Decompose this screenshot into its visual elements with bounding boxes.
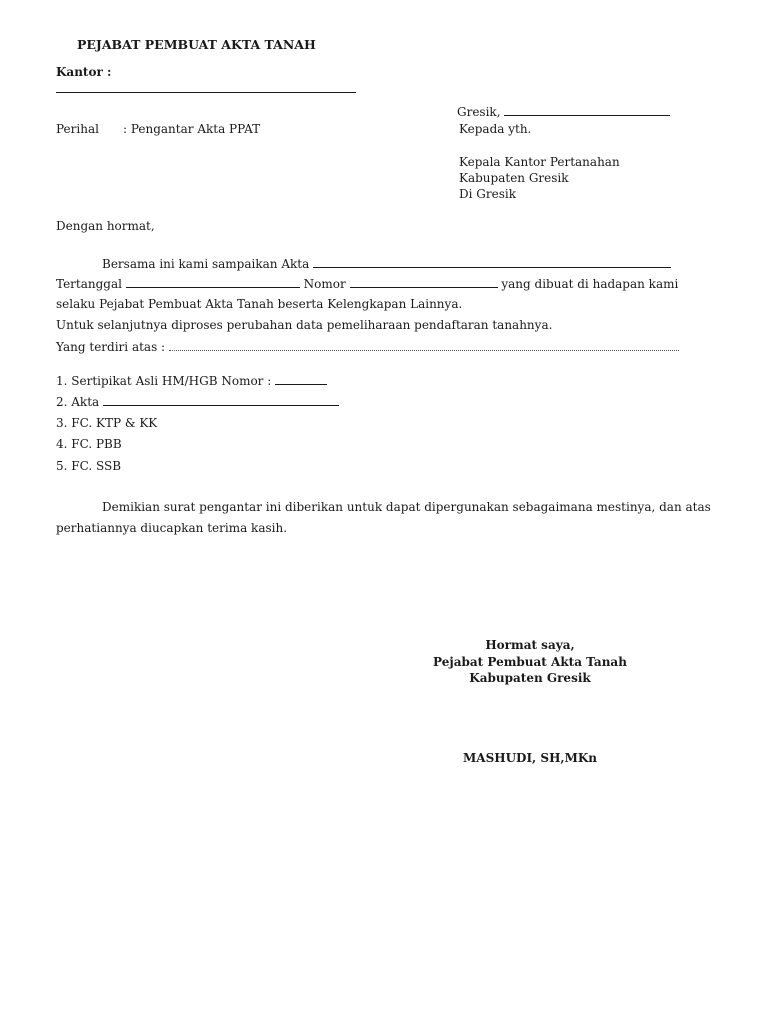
akta-list-blank: [103, 395, 339, 406]
signature-regards: Hormat saya,: [485, 638, 575, 652]
list-item-label: 2. Akta: [56, 395, 100, 409]
tertanggal-label: Tertanggal: [56, 277, 122, 291]
tertanggal-blank: [126, 277, 300, 288]
paragraph-1-line-3: selaku Pejabat Pembuat Akta Tanah beserta Kelengkapan Lainnya.: [56, 297, 463, 311]
place-label: Gresik,: [457, 105, 501, 119]
paragraph-1-line-5: [56, 340, 679, 354]
list-item-4: 4. FC. PBB: [56, 437, 122, 451]
closing-line-2: perhatiannya diucapkan terima kasih.: [56, 521, 288, 535]
terdiri-atas-dotted-blank: [169, 340, 679, 351]
recipient-line-2: Kabupaten Gresik: [459, 171, 569, 185]
p1-end-text: yang dibuat di hadapan kami: [501, 277, 679, 291]
recipient-salutation: Kepada yth.: [459, 122, 532, 136]
list-item-3: 3. FC. KTP & KK: [56, 416, 158, 430]
akta-blank: [313, 257, 671, 268]
list-item-label: 1. Sertipikat Asli HM/HGB Nomor :: [56, 374, 272, 388]
recipient-line-1: Kepala Kantor Pertanahan: [459, 155, 620, 169]
signature-region: Kabupaten Gresik: [469, 671, 591, 685]
signature-position: Pejabat Pembuat Akta Tanah: [433, 655, 627, 669]
date-blank: [504, 105, 670, 116]
nomor-label: Nomor: [303, 277, 346, 291]
list-item-5: 5. FC. SSB: [56, 459, 122, 473]
subject-text: : Pengantar Akta PPAT: [123, 122, 261, 136]
list-item-2: [56, 395, 339, 409]
signatory-name: MASHUDI, SH,MKn: [462, 751, 598, 765]
place-date: [457, 105, 670, 119]
greeting: Dengan hormat,: [56, 219, 155, 233]
list-item-1: [56, 374, 327, 388]
terdiri-atas-label: Yang terdiri atas :: [56, 340, 166, 354]
sertipikat-number-blank: [275, 374, 327, 385]
office-underline: [56, 92, 356, 93]
letterhead-title: PEJABAT PEMBUAT AKTA TANAH: [77, 37, 316, 52]
nomor-blank: [350, 277, 498, 288]
paragraph-1-line-4: Untuk selanjutnya diproses perubahan data pemeliharaan pendaftaran tanahnya.: [56, 318, 553, 332]
paragraph-1-line-2: [56, 277, 678, 291]
office-label: Kantor :: [56, 65, 112, 79]
closing-line-1: Demikian surat pengantar ini diberikan untuk dapat dipergunakan sebagaimana mestinya, dan atas: [102, 500, 711, 514]
paragraph-1-line-1: [102, 257, 671, 271]
recipient-line-3: Di Gresik: [459, 187, 516, 201]
subject-label: Perihal: [56, 122, 99, 136]
p1-start-text: Bersama ini kami sampaikan Akta: [102, 257, 310, 271]
